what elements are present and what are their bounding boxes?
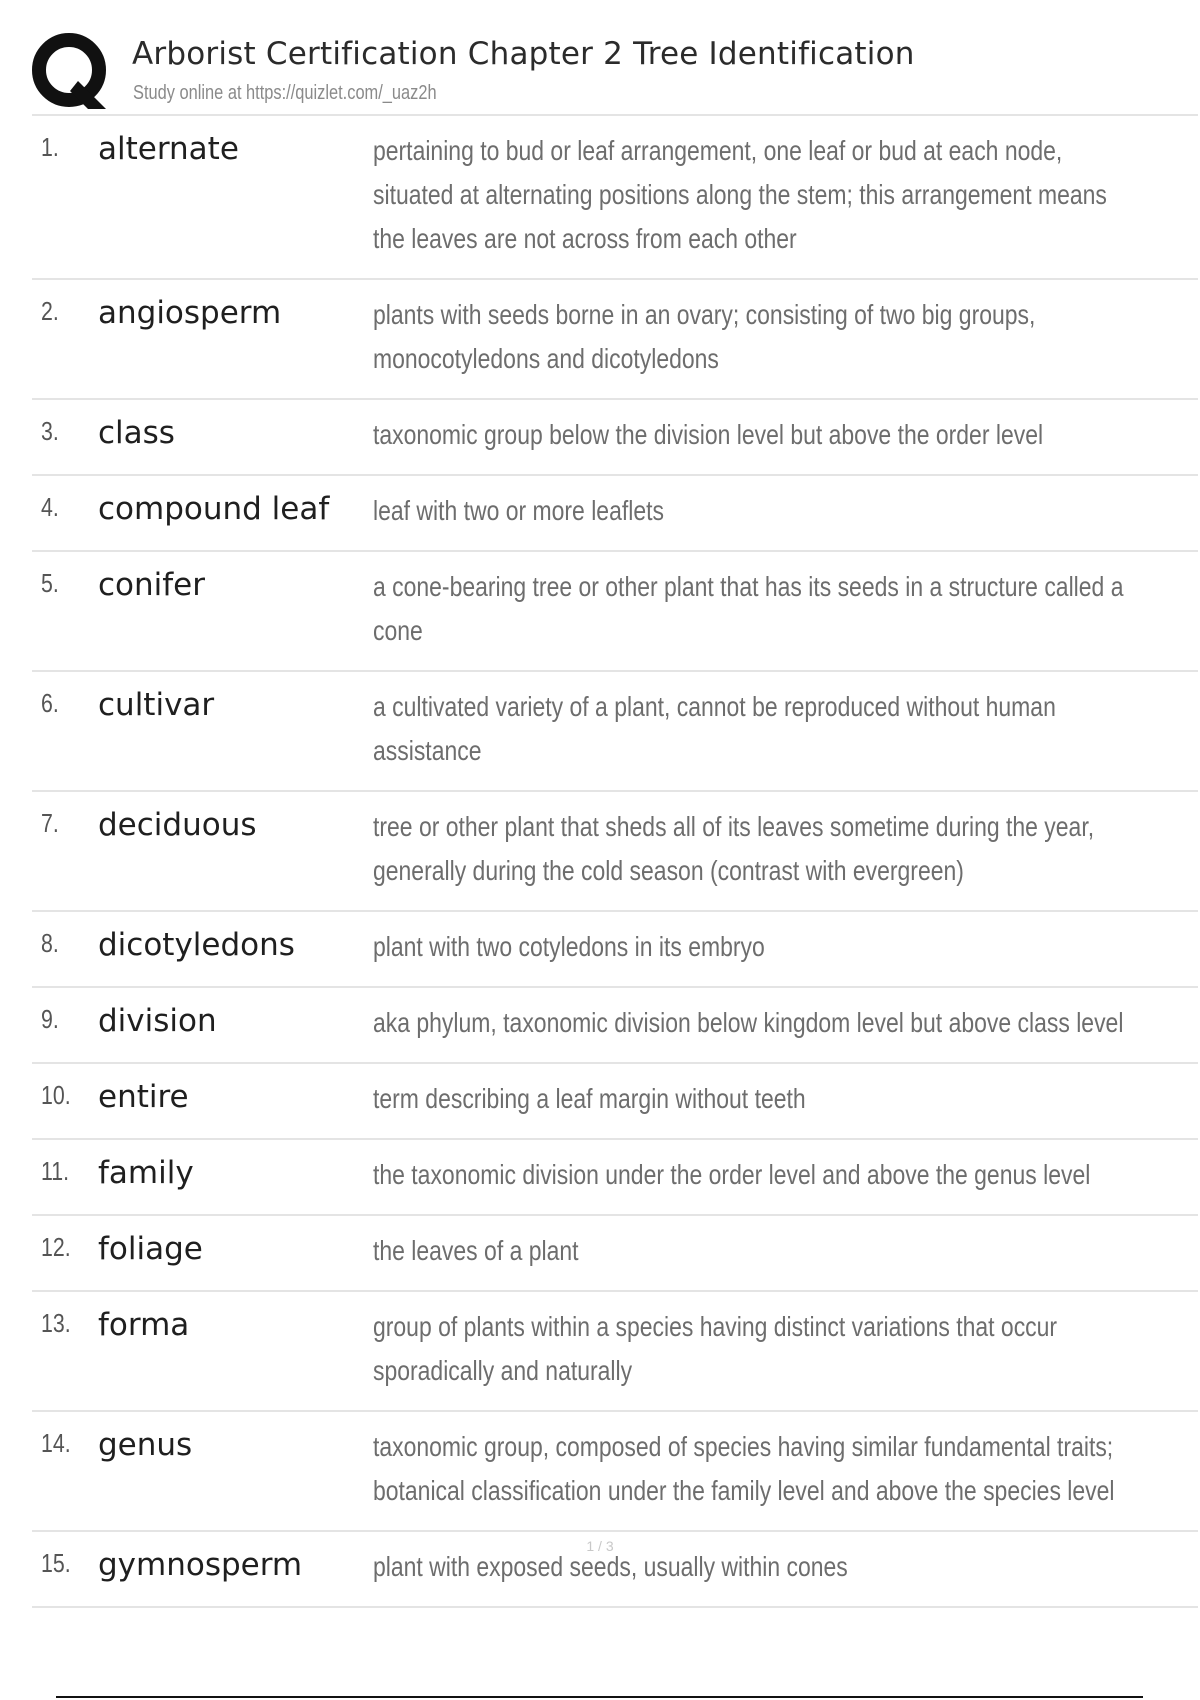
term-number: 7. xyxy=(41,808,59,838)
term-row xyxy=(32,988,1198,1064)
term-number: 8. xyxy=(41,928,59,958)
term-number: 5. xyxy=(41,568,59,598)
term-word: forma xyxy=(98,1307,190,1343)
study-online-link-text: Study online at https://quizlet.com/_uaz2h xyxy=(133,82,437,104)
term-number: 11. xyxy=(41,1156,70,1186)
term-definition: taxonomic group below the division level but above the order level xyxy=(373,419,1044,450)
term-definition: term describing a leaf margin without teeth xyxy=(373,1083,806,1114)
term-word: deciduous xyxy=(98,807,257,843)
term-number: 13. xyxy=(41,1308,71,1338)
term-number: 6. xyxy=(41,688,59,718)
term-word: cultivar xyxy=(98,687,215,723)
term-definition: taxonomic group, composed of species having similar fundamental traits; botanical classification under the family level and above the species level xyxy=(373,1431,1115,1506)
term-definition: leaf with two or more leaflets xyxy=(373,495,664,526)
document-header xyxy=(32,30,1198,116)
term-definition: the taxonomic division under the order level and above the genus level xyxy=(373,1159,1091,1190)
term-definition: tree or other plant that sheds all of its leaves sometime during the year, generally during the cold season (contrast with evergreen) xyxy=(373,811,1095,886)
term-definition: plants with seeds borne in an ovary; consisting of two big groups, monocotyledons and dicotyledons xyxy=(373,299,1036,374)
term-word: family xyxy=(98,1155,194,1191)
term-number: 3. xyxy=(41,416,59,446)
term-row xyxy=(32,1412,1198,1532)
term-number: 4. xyxy=(41,492,59,522)
term-word: compound leaf xyxy=(98,491,330,527)
term-definition: aka phylum, taxonomic division below kingdom level but above class level xyxy=(373,1007,1124,1038)
term-word: gymnosperm xyxy=(98,1547,303,1583)
term-definition: pertaining to bud or leaf arrangement, one leaf or bud at each node, situated at alternating positions along the stem; this arrangement means the leaves are not across from each other xyxy=(373,135,1107,254)
term-row xyxy=(32,1216,1198,1292)
term-row xyxy=(32,552,1198,672)
term-number: 12. xyxy=(41,1232,71,1262)
document-title: Arborist Certification Chapter 2 Tree Identification xyxy=(132,36,915,72)
term-definition: group of plants within a species having distinct variations that occur sporadically and naturally xyxy=(373,1311,1058,1386)
term-word: entire xyxy=(98,1079,189,1115)
term-row xyxy=(32,400,1198,476)
term-definition: the leaves of a plant xyxy=(373,1235,579,1266)
bottom-rule-divider xyxy=(56,1696,1143,1698)
term-definition: plant with exposed seeds, usually within cones xyxy=(373,1551,848,1582)
term-number: 15. xyxy=(41,1548,71,1578)
quizlet-q-logo-icon xyxy=(32,33,110,111)
term-number: 2. xyxy=(41,296,59,326)
term-row xyxy=(32,116,1198,280)
term-row xyxy=(32,912,1198,988)
term-definition: plant with two cotyledons in its embryo xyxy=(373,931,765,962)
terms-list xyxy=(32,116,1198,1608)
term-word: angiosperm xyxy=(98,295,282,331)
term-definition: a cultivated variety of a plant, cannot be reproduced without human assistance xyxy=(373,691,1056,766)
term-row xyxy=(32,672,1198,792)
term-row xyxy=(32,1292,1198,1412)
term-word: foliage xyxy=(98,1231,203,1267)
term-word: genus xyxy=(98,1427,193,1463)
term-row xyxy=(32,280,1198,400)
term-word: conifer xyxy=(98,567,206,603)
page-number: 1 / 3 xyxy=(586,1538,614,1554)
term-word: dicotyledons xyxy=(98,927,295,963)
term-row xyxy=(32,1064,1198,1140)
term-word: division xyxy=(98,1003,217,1039)
term-number: 1. xyxy=(41,132,59,162)
term-number: 9. xyxy=(41,1004,59,1034)
term-number: 14. xyxy=(41,1428,71,1458)
term-row xyxy=(32,1140,1198,1216)
term-row xyxy=(32,792,1198,912)
term-definition: a cone-bearing tree or other plant that has its seeds in a structure called a cone xyxy=(373,571,1124,646)
term-word: alternate xyxy=(98,131,239,167)
term-number: 10. xyxy=(41,1080,71,1110)
term-word: class xyxy=(98,415,175,451)
term-row xyxy=(32,476,1198,552)
